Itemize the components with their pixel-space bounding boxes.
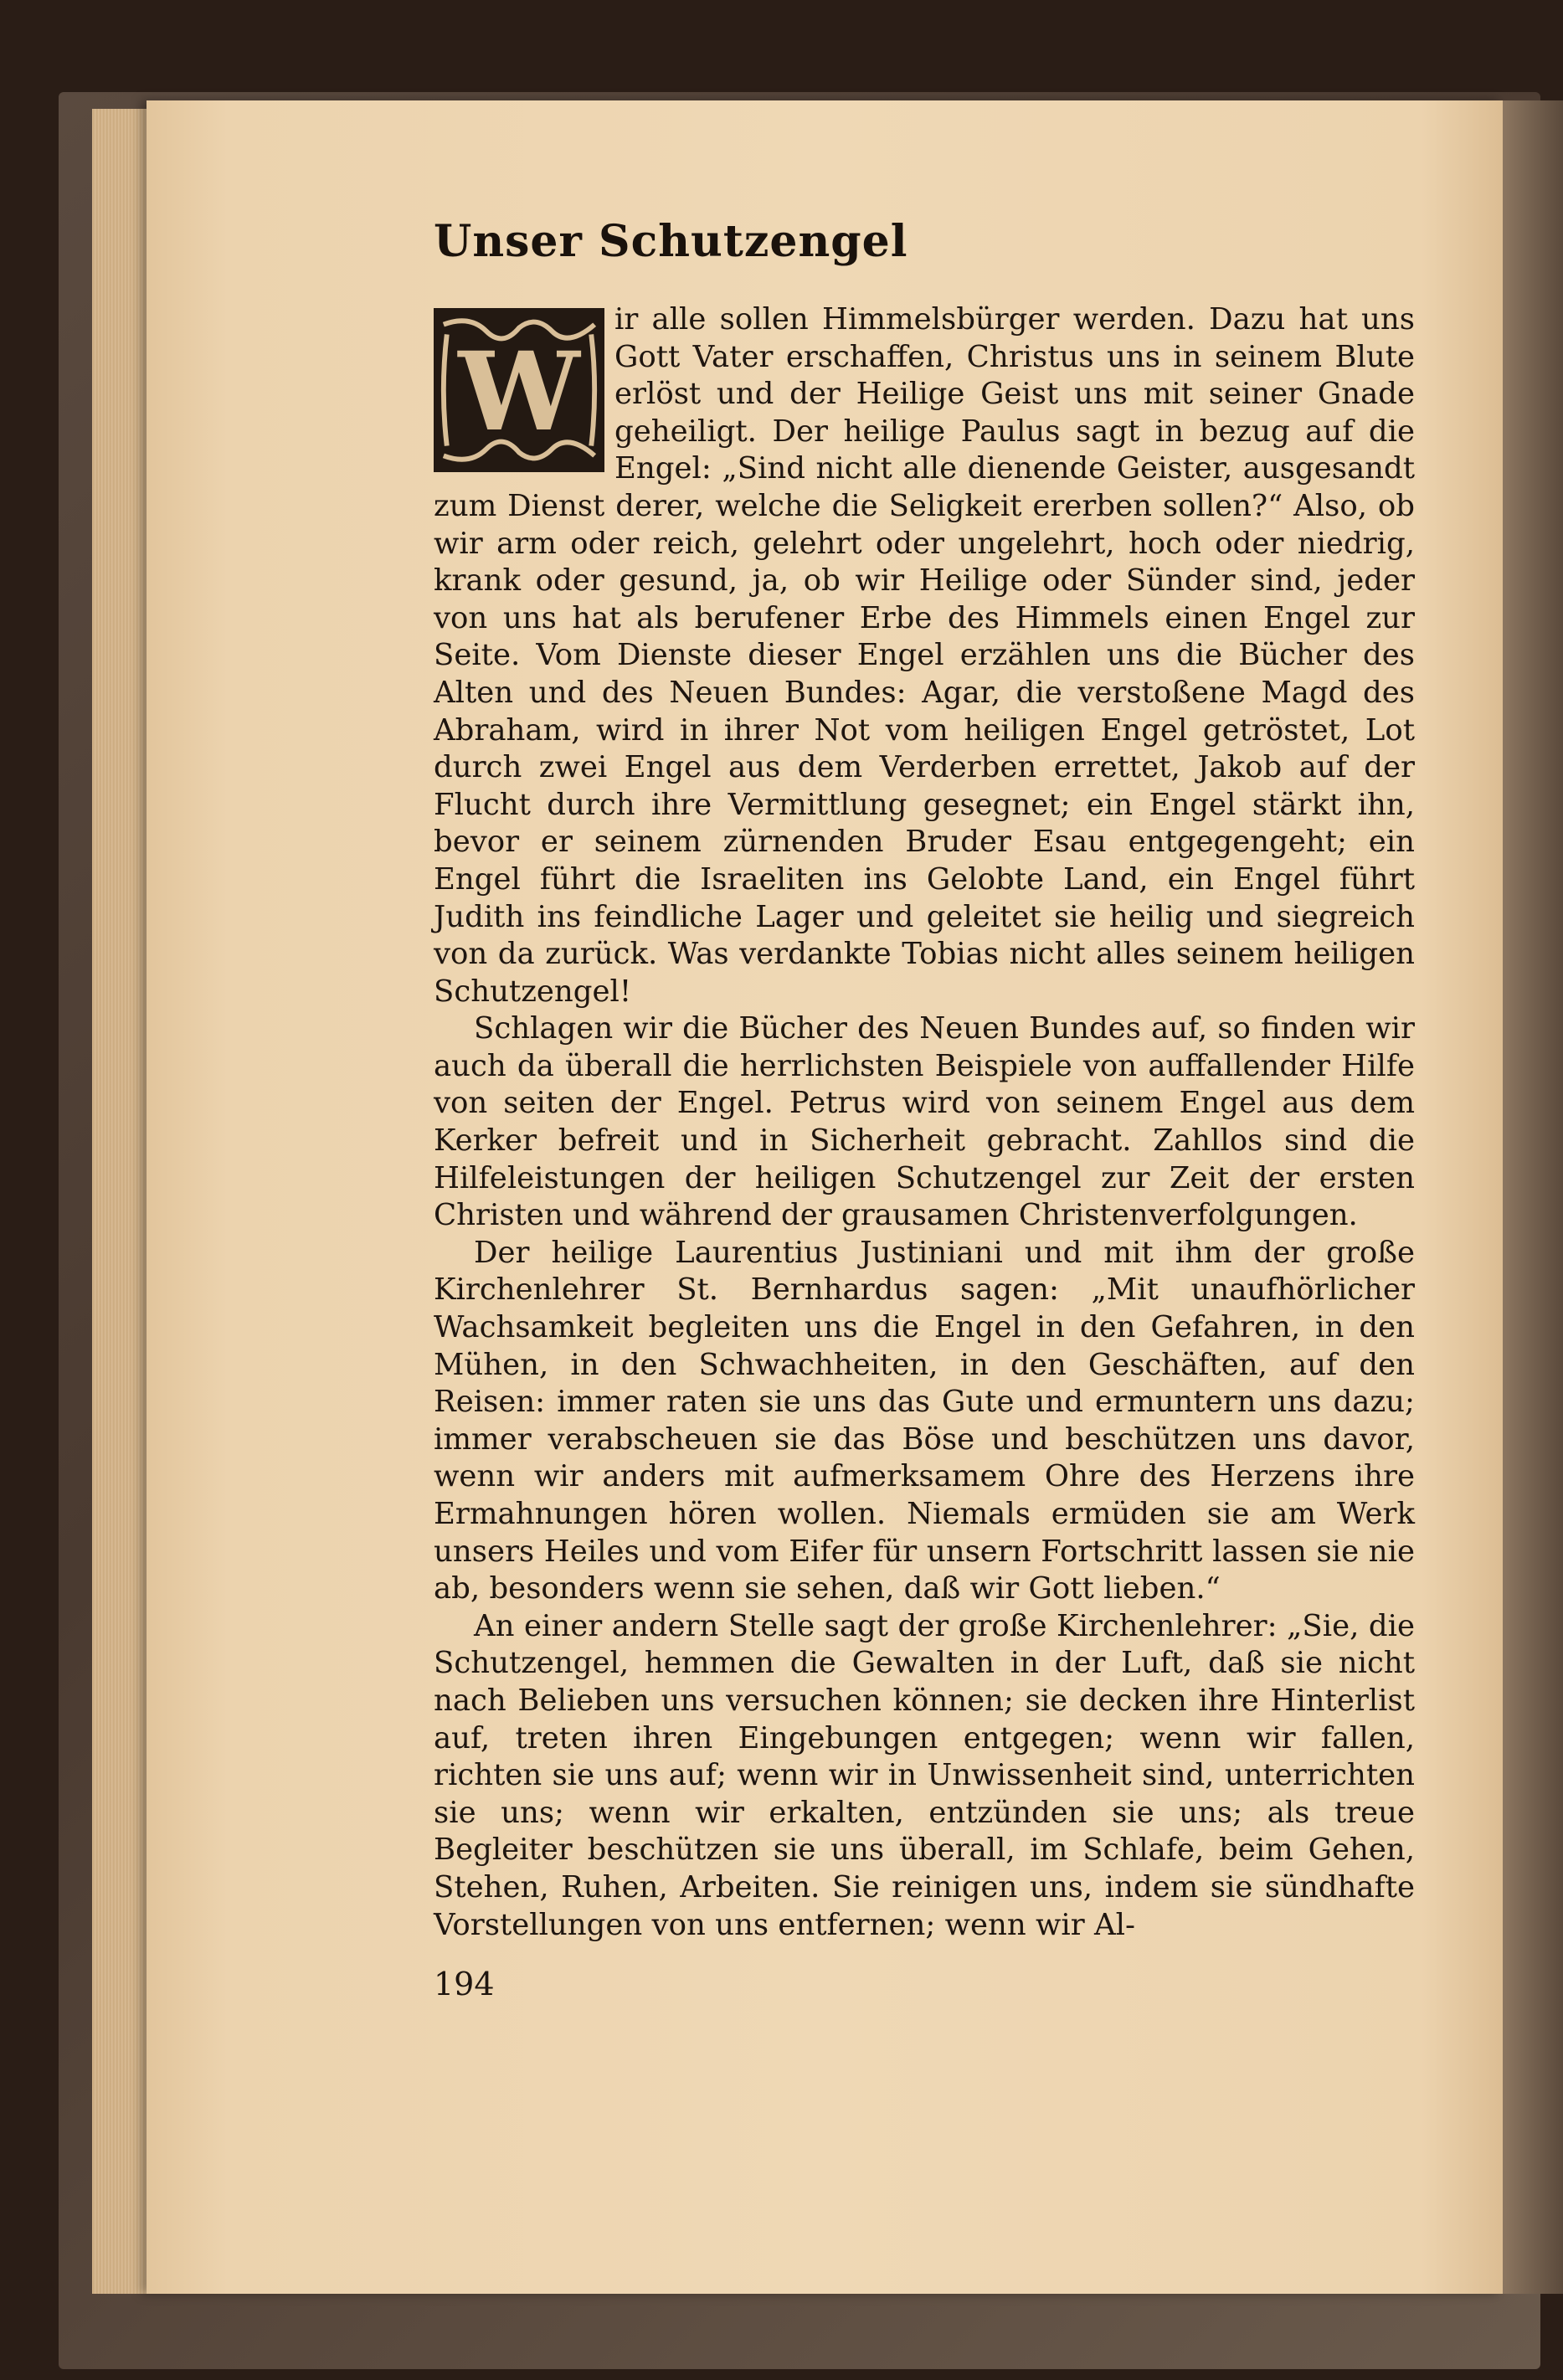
ornament-icon — [437, 311, 601, 469]
book-gutter — [1503, 100, 1563, 2294]
page-title: Unser Schutzengel — [434, 216, 908, 267]
drop-cap-w — [434, 308, 604, 472]
body-text — [434, 301, 1415, 1944]
paragraph-4: An einer andern Stelle sagt der große Kirchenlehrer: „Sie, die Schutzengel, hemmen die Gewalten in der Luft, daß sie nicht nach Belieben uns versuchen können; sie decken ihre Hinterlist auf, treten ihren Eingebungen entgegen; wenn wir fallen, richten sie uns auf; wenn wir in Unwissenheit sind, unterrichten sie uns; wenn wir erkalten, entzünden sie uns; als treue Begleiter beschützen sie uns überall, im Schlafe, beim Gehen, Stehen, Ruhen, Arbeiten. Sie reinigen uns, indem sie sündhafte Vorstellungen von uns entfernen; wenn wir Al- — [434, 1608, 1415, 1942]
paragraph-1-text: ir alle sollen Himmelsbürger werden. Dazu hat uns Gott Vater erschaffen, Christus uns in seinem Blute erlöst und der Heilige Geist uns mit seiner Gnade geheiligt. Der heilige Paulus sagt in bezug auf die Engel: „Sind nicht alle dienende Geister, ausgesandt zum Dienst derer, welche die Seligkeit ererben sollen?“ Also, ob wir arm oder reich, gelehrt oder ungelehrt, hoch oder niedrig, krank oder gesund, ja, ob wir Heilige oder Sünder sind, jeder von uns hat als berufener Erbe des Himmels einen Engel zur Seite. Vom Dienste dieser Engel erzählen uns die Bücher des Alten und des Neuen Bundes: Agar, die verstoßene Magd des Abraham, wird in ihrer Not vom heiligen Engel getröstet, Lot durch zwei Engel aus dem Verderben errettet, Jakob auf der Flucht durch ihre Vermittlung gesegnet; ein Engel stärkt ihn, bevor er seinem zürnenden Bruder Esau entgegengeht; ein Engel führt die Israeliten ins Gelobte Land, ein Engel führt Judith ins feindliche Lager und geleitet sie heilig und siegreich von da zurück. Was verdankte Tobias nicht alles seinem heiligen Schutzengel! — [434, 302, 1415, 1009]
page-number: 194 — [434, 1966, 495, 2002]
paragraph-3: Der heilige Laurentius Justiniani und mit ihm der große Kirchenlehrer St. Bernhardus sagen: „Mit unaufhörlicher Wachsamkeit begleiten uns die Engel in den Gefahren, in den Mühen, in den Schwachheiten, in den Geschäften, auf den Reisen: immer raten sie uns das Gute und ermuntern uns dazu; immer verabscheuen sie das Böse und beschützen uns davor, wenn wir anders mit aufmerksamem Ohre des Herzens ihre Ermahnungen hören wollen. Niemals ermüden sie am Werk unsers Heiles und vom Eifer für unsern Fortschritt lassen sie nie ab, besonders wenn sie sehen, daß wir Gott lieben.“ — [434, 1235, 1415, 1606]
drop-cap-letter: W — [458, 329, 580, 455]
paragraph-2: Schlagen wir die Bücher des Neuen Bundes auf, so finden wir auch da überall die herrlichsten Beispiele von auffallender Hilfe von seiten der Engel. Petrus wird von seinem Engel aus dem Kerker befreit und in Sicherheit gebracht. Zahllos sind die Hilfeleistungen der heiligen Schutzengel zur Zeit der ersten Christen und während der grausamen Christenverfolgungen. — [434, 1011, 1415, 1233]
